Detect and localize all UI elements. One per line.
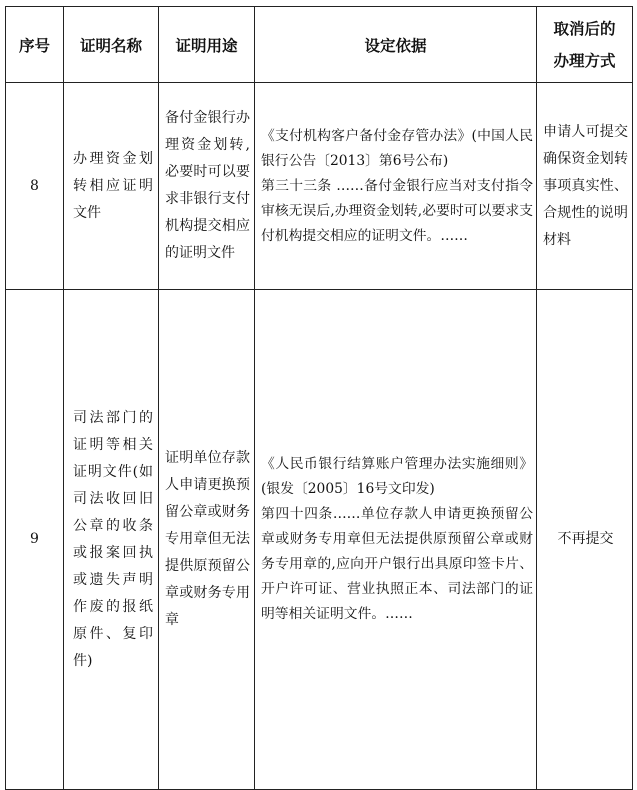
header-after-cancel-line1: 取消后的 xyxy=(553,19,616,38)
row-basis-title: 《人民币银行结算账户管理办法实施细则》(银发〔2005〕16号文印发) xyxy=(261,456,533,497)
row-after-cancel: 申请人可提交确保资金划转事项真实性、合规性的说明材料 xyxy=(537,83,633,290)
row-name: 司法部门的证明等相关证明文件(如司法收回旧公章的收条或报案回执或遗失声明作废的报纸原件、复印件) xyxy=(64,290,159,790)
row-index: 8 xyxy=(6,83,64,290)
row-basis-article: 第三十三条 ……备付金银行应当对支付指令审核无误后,办理资金划转,必要时可以要求支付机构提交相应的证明文件。…… xyxy=(261,177,533,244)
row-index: 9 xyxy=(6,290,64,790)
header-after-cancel xyxy=(537,7,633,83)
row-after-cancel: 不再提交 xyxy=(537,290,633,790)
header-index: 序号 xyxy=(6,7,64,83)
row-basis xyxy=(255,290,537,790)
header-basis: 设定依据 xyxy=(255,7,537,83)
row-purpose: 证明单位存款人申请更换预留公章或财务专用章但无法提供原预留公章或财务专用章 xyxy=(159,290,255,790)
table-row xyxy=(6,83,633,290)
header-name: 证明名称 xyxy=(64,7,159,83)
table-row xyxy=(6,290,633,790)
row-basis-article: 第四十四条……单位存款人申请更换预留公章或财务专用章但无法提供原预留公章或财务专用章的,应向开户银行出具原印签卡片、开户许可证、营业执照正本、司法部门的证明等相关证明文件。…… xyxy=(261,506,533,622)
row-basis xyxy=(255,83,537,290)
header-row xyxy=(6,7,633,83)
header-purpose: 证明用途 xyxy=(159,7,255,83)
certificate-table xyxy=(5,6,633,790)
row-purpose: 备付金银行办理资金划转,必要时可以要求非银行支付机构提交相应的证明文件 xyxy=(159,83,255,290)
header-after-cancel-line2: 办理方式 xyxy=(553,51,616,70)
row-basis-title: 《支付机构客户备付金存管办法》(中国人民银行公告〔2013〕第6号公布) xyxy=(261,127,533,169)
row-name: 办理资金划转相应证明文件 xyxy=(64,83,159,290)
